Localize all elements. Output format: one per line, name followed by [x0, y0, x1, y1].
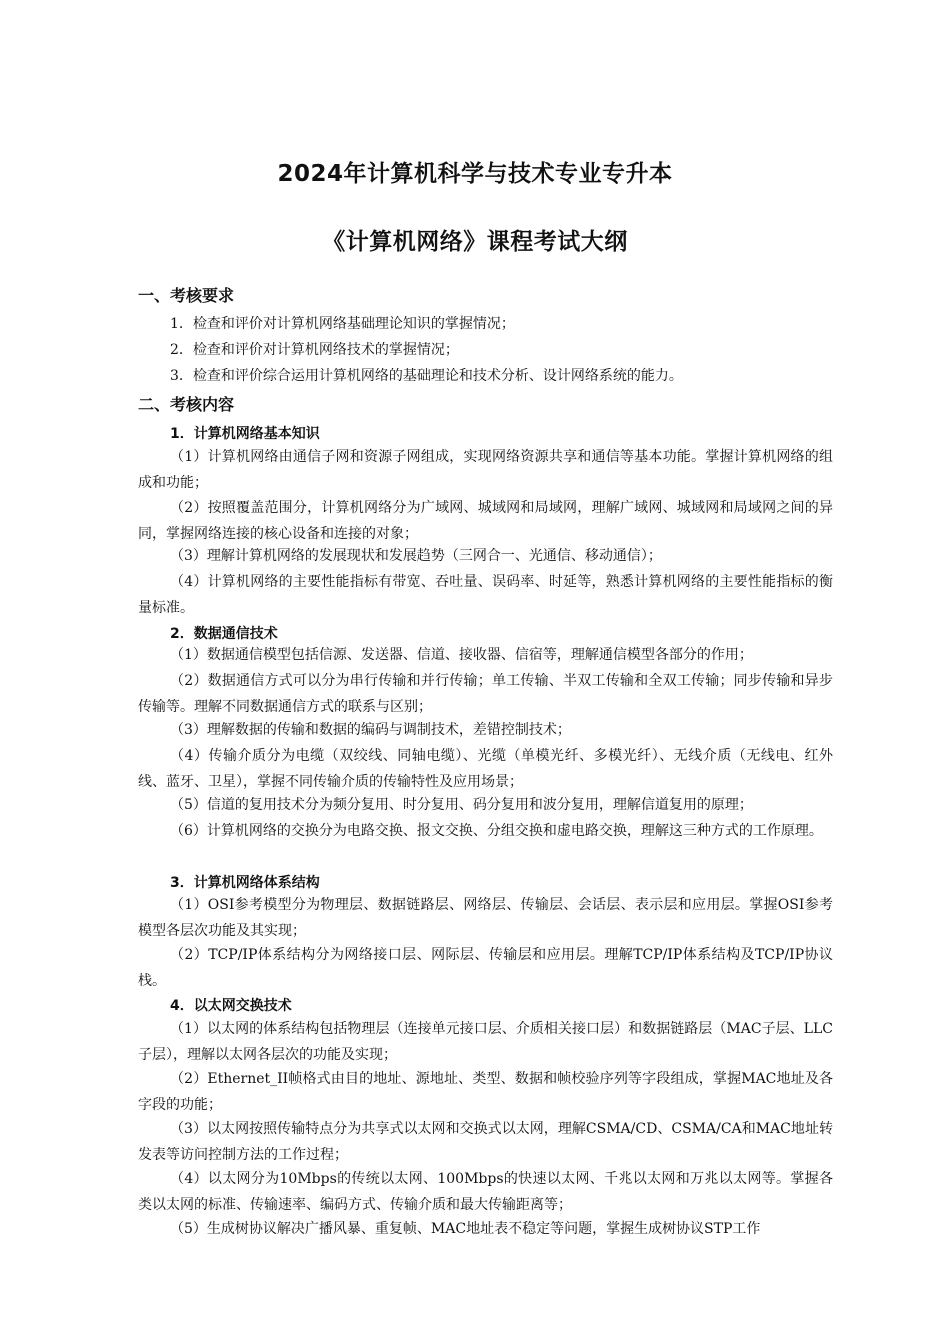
paragraph: （2）TCP/IP体系结构分为网络接口层、网际层、传输层和应用层。理解TCP/IP体系结构及TCP/IP协议栈。 — [138, 947, 833, 989]
paragraph: （1）计算机网络由通信子网和资源子网组成，实现网络资源共享和通信等基本功能。掌握计算机网络的组成和功能； — [138, 449, 833, 491]
paragraph: （3）理解计算机网络的发展现状和发展趋势（三网合一、光通信、移动通信）； — [170, 548, 662, 564]
paragraph: （2）按照覆盖范围分，计算机网络分为广域网、城域网和局域网，理解广域网、城域网和局域网之间的异同，掌握网络连接的核心设备和连接的对象； — [138, 500, 833, 542]
paragraph: （1）OSI参考模型分为物理层、数据链路层、网络层、传输层、会话层、表示层和应用层。掌握OSI参考模型各层次功能及其实现； — [138, 897, 833, 939]
section-heading-requirements: 一、考核要求 — [138, 286, 235, 305]
paragraph: （4）以太网分为10Mbps的传统以太网、100Mbps的快速以太网、千兆以太网和万兆以太网等。掌握各类以太网的标准、传输速率、编码方式、传输介质和最大传输距离等； — [138, 1171, 833, 1213]
paragraph: （5）信道的复用技术分为频分复用、时分复用、码分复用和波分复用，理解信道复用的原理； — [170, 797, 753, 813]
subsection-heading: 3．计算机网络体系结构 — [170, 875, 320, 891]
subsection-heading: 1．计算机网络基本知识 — [170, 426, 320, 442]
paragraph: （2）Ethernet_II帧格式由目的地址、源地址、类型、数据和帧校验序列等字段组成，掌握MAC地址及各字段的功能； — [138, 1071, 833, 1113]
subsection-heading: 2．数据通信技术 — [170, 626, 278, 642]
requirement-item: 3．检查和评价综合运用计算机网络的基础理论和技术分析、设计网络系统的能力。 — [170, 368, 683, 384]
paragraph: （1）以太网的体系结构包括物理层（连接单元接口层、介质相关接口层）和数据链路层（MAC子层、LLC子层），理解以太网各层次的功能及实现； — [138, 1021, 833, 1063]
paragraph: （3）理解数据的传输和数据的编码与调制技术，差错控制技术； — [170, 722, 571, 738]
paragraph: （5）生成树协议解决广播风暴、重复帧、MAC地址表不稳定等问题，掌握生成树协议STP工作 — [170, 1221, 761, 1237]
paragraph: （2）数据通信方式可以分为串行传输和并行传输；单工传输、半双工传输和全双工传输；同步传输和异步传输等。理解不同数据通信方式的联系与区别； — [138, 673, 833, 715]
document-subtitle: 《计算机网络》课程考试大纲 — [322, 229, 628, 255]
paragraph: （4）传输介质分为电缆（双绞线、同轴电缆）、光缆（单模光纤、多模光纤）、无线介质（无线电、红外线、蓝牙、卫星），掌握不同传输介质的传输特性及应用场景； — [138, 748, 833, 790]
requirement-item: 2．检查和评价对计算机网络技术的掌握情况； — [170, 342, 459, 358]
paragraph: （6）计算机网络的交换分为电路交换、报文交换、分组交换和虚电路交换，理解这三种方式的工作原理。 — [170, 823, 823, 839]
section-heading-content: 二、考核内容 — [138, 395, 235, 414]
subsection-heading: 4．以太网交换技术 — [170, 998, 292, 1014]
paragraph: （3）以太网按照传输特点分为共享式以太网和交换式以太网，理解CSMA/CD、CSMA/CA和MAC地址转发表等访问控制方法的工作过程； — [138, 1121, 833, 1163]
requirement-item: 1．检查和评价对计算机网络基础理论知识的掌握情况； — [170, 316, 515, 332]
paragraph: （1）数据通信模型包括信源、发送器、信道、接收器、信宿等，理解通信模型各部分的作用； — [170, 647, 753, 663]
document-title: 2024年计算机科学与技术专业专升本 — [277, 161, 673, 187]
paragraph: （4）计算机网络的主要性能指标有带宽、吞吐量、误码率、时延等，熟悉计算机网络的主要性能指标的衡量标准。 — [138, 574, 833, 616]
